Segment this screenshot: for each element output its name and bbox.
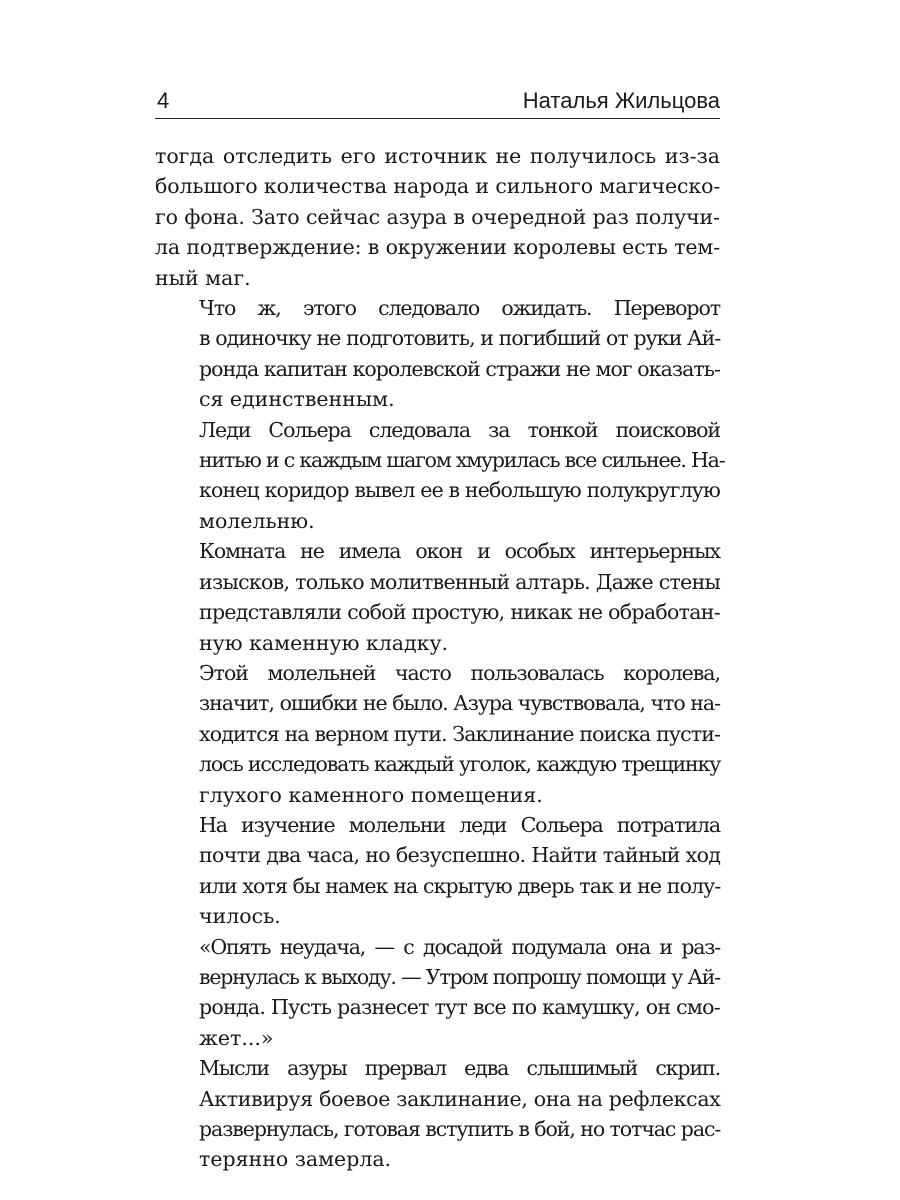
text-line: «Опять неудача, — с досадой подумала она и раз- bbox=[199, 934, 720, 959]
text-line: изысков, только молитвенный алтарь. Даже стены bbox=[199, 569, 721, 594]
body-text bbox=[155, 141, 725, 1175]
text-line: развернулась, готовая вступить в бой, но тотчас рас- bbox=[199, 1117, 721, 1141]
text-line: ный маг. bbox=[155, 265, 251, 290]
text-line: ронда. Пусть разнесет тут все по камушку, он смо- bbox=[199, 995, 720, 1020]
text-line: ла подтверждение: в окружении королевы есть тем- bbox=[155, 235, 721, 260]
paragraph bbox=[155, 658, 720, 810]
text-line: го фона. Зато сейчас азура в очередной раз получи- bbox=[155, 204, 720, 229]
text-line: представляли собой простую, никак не обработан- bbox=[199, 600, 720, 625]
paragraph bbox=[155, 141, 720, 293]
running-header bbox=[155, 78, 720, 119]
text-line: ся единственным. bbox=[199, 387, 395, 412]
paragraph bbox=[155, 932, 720, 1054]
book-page bbox=[155, 78, 725, 1175]
author-name: Наталья Жильцова bbox=[522, 88, 720, 113]
text-line: терянно замерла. bbox=[199, 1147, 392, 1172]
text-line: Мысли азуры прервал едва слышимый скрип. bbox=[199, 1056, 720, 1081]
text-line: вернулась к выходу. — Утром попрошу помощи у Ай- bbox=[199, 964, 720, 989]
text-line: Активируя боевое заклинание, она на рефлексах bbox=[199, 1086, 721, 1111]
text-line: молельню. bbox=[199, 508, 315, 533]
text-line: или хотя бы намек на скрытую дверь так и не полу- bbox=[199, 873, 721, 898]
text-line: ронда капитан королевской стражи не мог оказать- bbox=[199, 356, 720, 381]
text-line: жет...» bbox=[199, 1025, 274, 1050]
text-line: Леди Сольера следовала за тонкой поисковой bbox=[199, 417, 720, 442]
text-line: нитью и с каждым шагом хмурилась все сильнее. На- bbox=[199, 448, 725, 473]
text-line: Что ж, этого следовало ожидать. Переворот bbox=[199, 296, 720, 321]
text-line: глухого каменного помещения. bbox=[199, 782, 543, 807]
text-line: Этой молельней часто пользовалась королева, bbox=[199, 660, 720, 685]
text-line: чилось. bbox=[199, 904, 281, 929]
text-line: большого количества народа и сильного магическо- bbox=[155, 174, 721, 199]
text-line: конец коридор вывел ее в небольшую полукруглую bbox=[199, 478, 721, 503]
text-line: почти два часа, но безуспешно. Найти тайный ход bbox=[199, 843, 721, 868]
text-line: тогда отследить его источник не получилось из-за bbox=[155, 144, 720, 168]
paragraph bbox=[155, 810, 720, 932]
paragraph bbox=[155, 536, 720, 658]
text-line: ную каменную кладку. bbox=[199, 630, 449, 655]
text-line: Комната не имела окон и особых интерьерных bbox=[199, 539, 720, 564]
text-line: в одиночку не подготовить, и погибший от руки Ай- bbox=[199, 326, 721, 351]
text-line: значит, ошибки не было. Азура чувствовала, что на- bbox=[199, 691, 720, 716]
paragraph bbox=[155, 415, 725, 537]
text-line: лось исследовать каждый уголок, каждую трещинку bbox=[199, 752, 721, 777]
text-line: На изучение молельни леди Сольера потратила bbox=[199, 812, 720, 837]
page-number: 4 bbox=[157, 88, 170, 113]
text-line: ходится на верном пути. Заклинание поиска пусти- bbox=[199, 721, 721, 746]
paragraph bbox=[155, 293, 720, 415]
paragraph bbox=[155, 1053, 720, 1175]
